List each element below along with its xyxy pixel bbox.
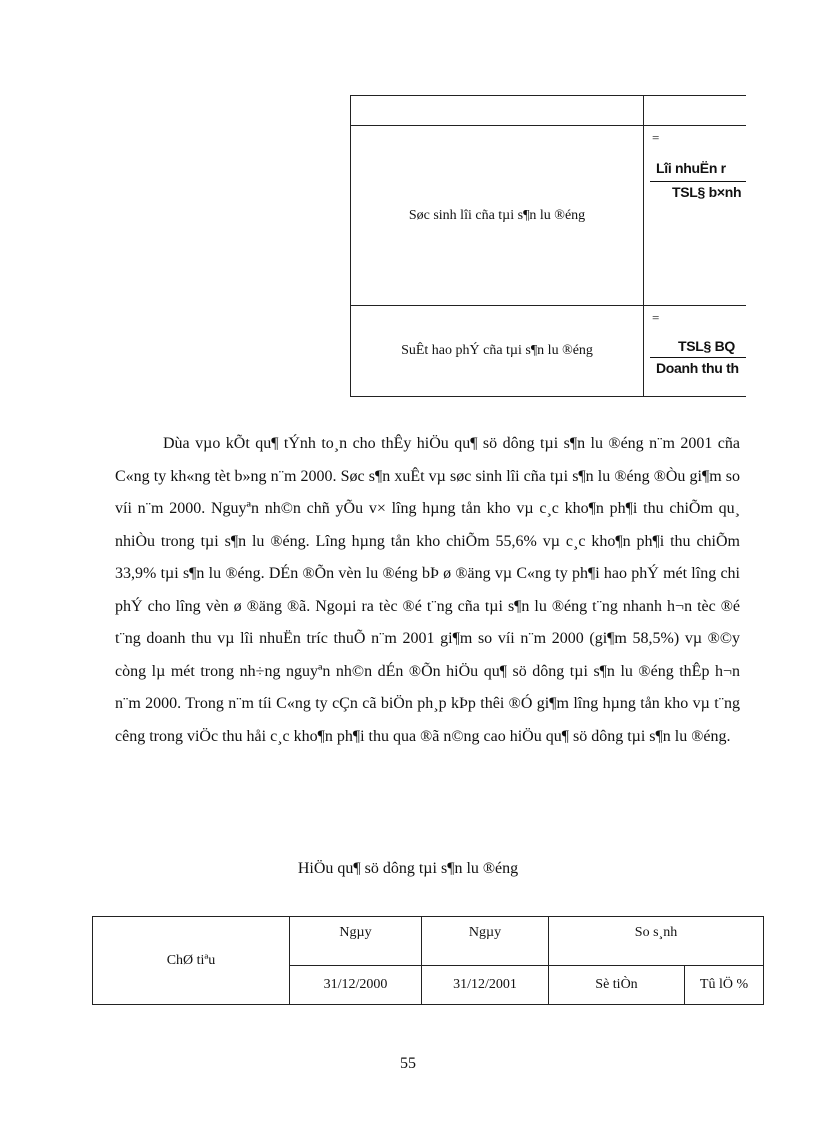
body-paragraph: [115, 428, 740, 753]
fraction-line: [650, 181, 746, 182]
formula-numerator: TSL§ BQ: [678, 338, 736, 354]
row-label: Søc sinh lîi cña tµi s¶n lu ®éng: [351, 126, 644, 306]
table-caption: HiÖu qu¶ sö dông tµi s¶n lu ®éng: [297, 860, 519, 877]
equals-sign: =: [652, 310, 660, 325]
table-row: [351, 126, 747, 306]
date-cell: 31/12/2001: [422, 966, 549, 1005]
formula-denominator: Doanh thu th: [656, 360, 739, 376]
ratio-table: [350, 95, 746, 397]
amount-header: Sè tiÒn: [549, 966, 685, 1005]
header-cell: [644, 96, 747, 126]
date-cell: 31/12/2000: [290, 966, 422, 1005]
table-header-row: [351, 96, 747, 126]
ratio-header: Tû lÖ %: [685, 966, 764, 1005]
formula-cell: [644, 306, 747, 397]
fraction-line: [650, 357, 746, 358]
table-row: [351, 306, 747, 397]
formula-denominator: TSL§ b×nh: [672, 184, 742, 200]
compare-header: So s¸nh: [549, 917, 764, 966]
formula-numerator: Lîi nhuËn r: [656, 160, 726, 176]
row-label: SuÊt hao phÝ cña tµi s¶n lu ®éng: [351, 306, 644, 397]
header-cell: [351, 96, 644, 126]
date-col-header: Ngµy: [422, 917, 549, 966]
date-col-header: Ngµy: [290, 917, 422, 966]
paragraph-text: Dùa vµo kÕt qu¶ tÝnh to¸n cho thÊy hiÖu qu¶ sö dông tµi s¶n lu ®éng n¨m 2001 cña C«ng ty kh«ng tèt b»ng n¨m 2000. Søc s¶n xuÊt vµ søc sinh lîi cña tµi s¶n lu ®éng ®Òu gi¶m so víi n¨m 2000. Nguyªn nh©n chñ yÕu v× lîng hµng tån kho vµ c¸c kho¶n ph¶i thu chiÕm qu¸ nhiÒu trong tµi s¶n lu ®éng. Lîng hµng tån kho chiÕm 55,6% vµ c¸c kho¶n ph¶i thu chiÕm 33,9% tµi s¶n lu ®éng. DÉn ®Õn vèn lu ®éng bÞ ø ®äng vµ C«ng ty ph¶i hao phÝ mét lîng chi phÝ cho lîng vèn ø ®äng ®ã. Ngoµi ra tèc ®é t¨ng cña tµi s¶n lu ®éng t¨ng nhanh h¬n tèc ®é t¨ng doanh thu vµ lîi nhuËn tríc thuÕ n¨m 2001 gi¶m so víi n¨m 2000 (gi¶m 58,5%) vµ ®©y còng lµ mét trong nh÷ng nguyªn nh©n dÉn ®Õn hiÖu qu¶ sö dông tµi s¶n lu ®éng thÊp h¬n n¨m 2000. Trong n¨m tíi C«ng ty cÇn cã biÖn ph¸p kÞp thêi ®Ó gi¶m lîng hµng tån kho vµ t¨ng cêng trong viÖc thu håi c¸c kho¶n ph¶i thu qua ®ã n©ng cao hiÖu qu¶ sö dông tµi s¶n lu ®éng.: [115, 435, 740, 745]
equals-sign: =: [652, 130, 660, 145]
comparison-table: [92, 916, 764, 1005]
indicator-header: ChØ tiªu: [93, 917, 290, 1005]
formula-cell: [644, 126, 747, 306]
page-number: 55: [400, 1055, 416, 1072]
table-header-row: [93, 917, 764, 966]
